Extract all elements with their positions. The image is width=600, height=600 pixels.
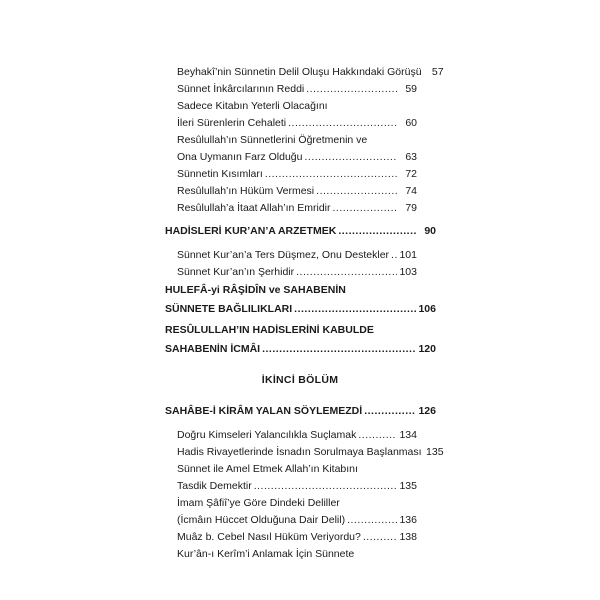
toc-entry: Beyhakî’nin Sünnetin Delil Oluşu Hakkındaki Görüşü 57: [177, 66, 444, 78]
toc-chapter-text: HULEFÂ-yi RÂŞİDÎN ve SAHABENİN: [165, 284, 346, 296]
toc-entry: Resûlullah’ın Hüküm Vermesi ..... 74: [177, 185, 417, 198]
toc-entry-text: Sadece Kitabın Yeterli Olacağını: [177, 100, 328, 112]
toc-entry: Sünnetin Kısımları ..... 72: [177, 168, 417, 181]
toc-chapter-entry: SÜNNETE BAĞLILIKLARI ..... 106: [165, 303, 436, 316]
toc-entry-text: İmam Şâfiî’ye Göre Dindeki Deliller: [177, 497, 340, 509]
toc-entry: Hadis Rivayetlerinde İsnadın Sorulmaya Başlanması 135: [177, 446, 444, 458]
toc-entry: Sünnet Kur’an’ın Şerhidir ..... 103: [177, 266, 417, 279]
toc-chapter-entry: HADİSLERİ KUR’AN’A ARZETMEK ..... 90: [165, 225, 436, 238]
toc-entry-text: Kur’ân-ı Kerîm’i Anlamak İçin Sünnete: [177, 548, 355, 560]
toc-entry: Resûlullah’a İtaat Allah’ın Emridir ..... 79: [177, 202, 417, 215]
toc-entry: Doğru Kimseleri Yalancılıkla Suçlamak ..... 134: [177, 429, 417, 442]
toc-entry: (İcmâın Hüccet Olduğuna Dair Delil) ..... 136: [177, 514, 417, 527]
toc-entry: Tasdik Demektir ..... 135: [177, 480, 417, 493]
toc-entry: Sünnet İnkârcılarının Reddi ..... 59: [177, 83, 417, 96]
toc-entry: Sünnet Kur’an’a Ters Düşmez, Onu Destekler ..... 101: [177, 249, 417, 262]
toc-chapter-entry: SAHABENİN İCMÂI ..... 120: [165, 343, 436, 356]
section-title: İKİNCİ BÖLÜM: [261, 374, 339, 386]
toc-entry-text: Sünnet ile Amel Etmek Allah’ın Kitabını: [177, 463, 358, 475]
toc-entry: İleri Sürenlerin Cehaleti ..... 60: [177, 117, 417, 130]
toc-entry: Ona Uymanın Farz Olduğu ..... 63: [177, 151, 417, 164]
toc-entry: Muâz b. Cebel Nasıl Hüküm Veriyordu? ..... 138: [177, 531, 417, 544]
toc-chapter-entry: SAHÂBE-İ KİRÂM YALAN SÖYLEMEZDİ ..... 126: [165, 405, 436, 418]
toc-chapter-text: RESÛLULLAH’IN HADİSLERİNİ KABULDE: [165, 324, 374, 336]
toc-entry-text: Resûlullah’ın Sünnetlerini Öğretmenin ve: [177, 134, 368, 146]
